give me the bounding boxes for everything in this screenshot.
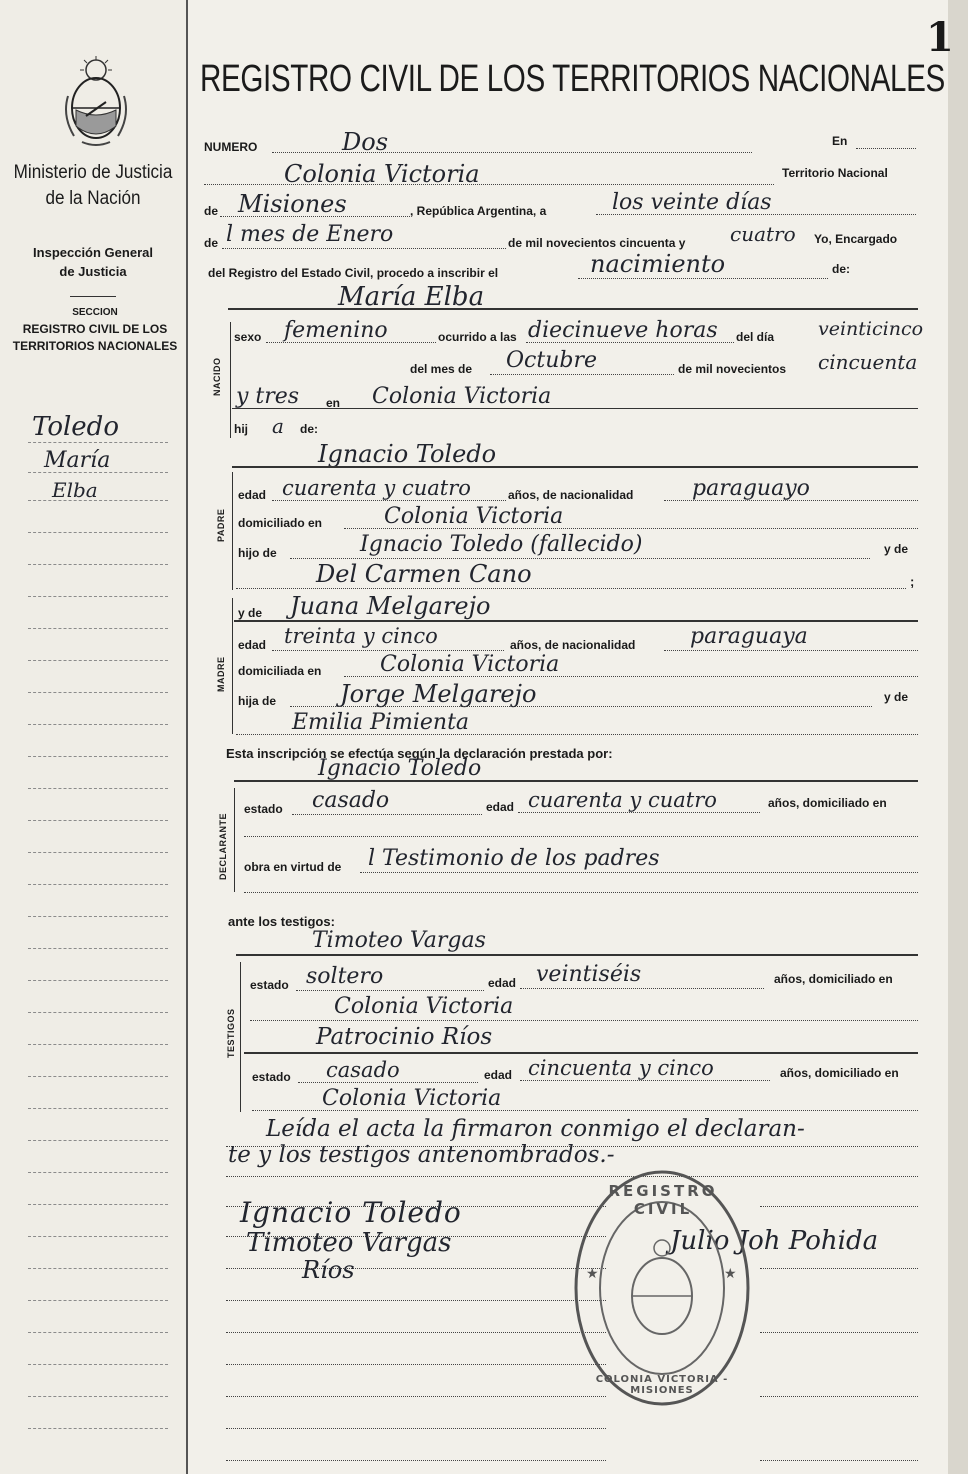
testigo-2-edad-label: edad xyxy=(484,1068,513,1082)
inspection-line-1: Inspección General xyxy=(33,245,153,260)
declarante-estado-label: estado xyxy=(244,802,283,816)
declarante-intro: Esta inscripción se efectúa según la declaración prestada por: xyxy=(226,746,613,761)
en-label: En xyxy=(832,134,848,148)
nacido-side-label: NACIDO xyxy=(212,357,222,396)
territorio-label: Territorio Nacional xyxy=(782,166,888,180)
declarante-name: Ignacio Toledo xyxy=(318,756,482,781)
madre-edad-label: edad xyxy=(238,638,267,652)
hora-value: diecinueve horas xyxy=(528,318,718,343)
testigos-bracket xyxy=(240,962,241,1112)
madre-yde-label: y de xyxy=(238,606,263,620)
encargado-label: Yo, Encargado xyxy=(814,232,898,246)
nacido-en-label: en xyxy=(326,396,341,410)
madre-name: Juana Melgarejo xyxy=(290,592,491,620)
padre-nacionalidad-value: paraguayo xyxy=(692,476,810,501)
nacido-name: María Elba xyxy=(338,282,485,312)
hij-de-label: de: xyxy=(300,422,318,436)
madre-yde2-label: y de xyxy=(884,690,909,704)
inspection-heading xyxy=(0,243,186,281)
year-label: de mil novecientos cincuenta y xyxy=(508,236,686,250)
testigos-intro: ante los testigos: xyxy=(228,914,335,929)
svg-text:★: ★ xyxy=(724,1266,737,1282)
padre-side-label: PADRE xyxy=(216,508,226,542)
hij-label: hij xyxy=(234,422,248,436)
madre-bracket xyxy=(232,598,233,734)
margin-name-3: Elba xyxy=(52,478,98,502)
signature-ignacio-toledo: Ignacio Toledo xyxy=(240,1196,462,1229)
sexo-label: sexo xyxy=(234,330,262,344)
coat-of-arms-icon xyxy=(62,56,130,148)
declarante-bracket xyxy=(234,788,235,892)
testigo-1-edad-value: veintiséis xyxy=(536,962,642,987)
mes-label: del mes de xyxy=(410,362,473,376)
madre-domicilio-label: domiciliada en xyxy=(238,664,322,678)
act-value: nacimiento xyxy=(590,250,726,278)
republica-label: , República Argentina, a xyxy=(410,204,547,218)
de3-label: de: xyxy=(832,262,850,276)
stamp-bottom-text: COLONIA VICTORIA - MISIONES xyxy=(595,1374,729,1396)
closing-line-2: te y los testigos antenombrados.- xyxy=(228,1142,615,1168)
margin-name-2: María xyxy=(44,448,111,473)
anio-value-2: y tres xyxy=(236,384,300,409)
mes-value: Octubre xyxy=(506,348,597,373)
day-value: los veinte días xyxy=(612,190,772,215)
section-line-1: SECCION xyxy=(72,307,118,318)
padre-yde-label: y de xyxy=(884,542,909,556)
testigo-2-edad-value: cincuenta y cinco xyxy=(528,1056,714,1080)
padre-bracket xyxy=(232,472,233,590)
testigo-1-domicilio-label: años, domiciliado en xyxy=(774,972,893,986)
signature-officer: Julio Joh Pohida xyxy=(670,1226,879,1256)
right-edge xyxy=(948,0,968,1474)
madre-madre-value: Emilia Pimienta xyxy=(292,710,470,735)
testigo-2-domicilio-value: Colonia Victoria xyxy=(322,1086,502,1111)
declarante-estado-value: casado xyxy=(312,788,390,813)
testigo-2-estado-value: casado xyxy=(326,1058,400,1082)
province-value: Misiones xyxy=(238,190,347,218)
declarante-edad-value: cuarenta y cuatro xyxy=(528,788,717,812)
declarante-obra-value: l Testimonio de los padres xyxy=(368,846,660,871)
ministry-line-1: Ministerio de Justicia xyxy=(13,162,173,183)
madre-edad-value: treinta y cinco xyxy=(284,624,438,648)
panel-divider xyxy=(186,0,188,1474)
place-value: Colonia Victoria xyxy=(284,160,480,188)
section-divider xyxy=(70,296,116,297)
madre-nacionalidad-label: años, de nacionalidad xyxy=(510,638,636,652)
signature-timoteo-vargas: Timoteo Vargas xyxy=(246,1228,452,1258)
testigo-1-edad-label: edad xyxy=(488,976,517,990)
svg-text:★: ★ xyxy=(586,1266,599,1282)
declarante-edad-label: edad xyxy=(486,800,515,814)
testigo-2-estado-label: estado xyxy=(252,1070,291,1084)
de-label: de xyxy=(204,204,219,218)
closing-line-1: Leída el acta la firmaron conmigo el declaran- xyxy=(266,1116,805,1142)
testigo-2-name: Patrocinio Ríos xyxy=(316,1024,493,1050)
padre-nacionalidad-label: años, de nacionalidad xyxy=(508,488,634,502)
madre-side-label: MADRE xyxy=(216,656,226,692)
inspection-line-2: de Justicia xyxy=(59,264,127,279)
madre-nacionalidad-value: paraguaya xyxy=(690,624,808,649)
padre-edad-value: cuarenta y cuatro xyxy=(282,476,471,500)
left-margin-panel xyxy=(0,0,188,1474)
lugar-value: Colonia Victoria xyxy=(372,384,552,409)
year-value: cuatro xyxy=(730,222,796,246)
testigo-2-domicilio-label: años, domiciliado en xyxy=(780,1066,899,1080)
padre-semicolon: ; xyxy=(910,574,915,589)
anio-label: de mil novecientos xyxy=(678,362,787,376)
testigos-side-label: TESTIGOS xyxy=(226,1008,236,1058)
registro-label: del Registro del Estado Civil, procedo a inscribir el xyxy=(208,266,499,280)
padre-domicilio-label: domiciliado en xyxy=(238,516,323,530)
ocurrido-label: ocurrido a las xyxy=(438,330,517,344)
madre-domicilio-value: Colonia Victoria xyxy=(380,652,560,677)
padre-name: Ignacio Toledo xyxy=(318,440,497,468)
declarante-side-label: DECLARANTE xyxy=(218,813,228,880)
page-title: REGISTRO CIVIL DE LOS TERRITORIOS NACIONALES xyxy=(200,58,945,100)
dia-label: del día xyxy=(736,330,775,344)
ministry-heading xyxy=(9,160,176,212)
ministry-line-2: de la Nación xyxy=(45,188,141,209)
hij-value: a xyxy=(272,414,284,438)
madre-hija-label: hija de xyxy=(238,694,277,708)
de2-label: de xyxy=(204,236,219,250)
page-number: 1 xyxy=(926,14,954,61)
testigo-1-estado-value: soltero xyxy=(306,964,384,989)
testigo-1-name: Timoteo Vargas xyxy=(312,928,486,953)
anio-value: cincuenta xyxy=(818,350,918,374)
padre-hijo-value: Ignacio Toledo (fallecido) xyxy=(360,532,643,557)
testigo-1-domicilio-value: Colonia Victoria xyxy=(334,994,514,1019)
section-line-2: REGISTRO CIVIL DE LOS xyxy=(22,322,168,336)
madre-hija-value: Jorge Melgarejo xyxy=(340,680,537,708)
signature-rios: Ríos xyxy=(302,1256,355,1284)
official-stamp xyxy=(572,1168,752,1408)
padre-madre-value: Del Carmen Cano xyxy=(316,560,532,588)
month-value: l mes de Enero xyxy=(226,222,394,247)
padre-domicilio-value: Colonia Victoria xyxy=(384,504,564,529)
numero-value: Dos xyxy=(342,128,389,156)
declarante-domicilio-label: años, domiciliado en xyxy=(768,796,887,810)
stamp-top-text: REGISTRO CIVIL xyxy=(608,1182,718,1218)
section-line-3: TERRITORIOS NACIONALES xyxy=(12,339,178,353)
padre-edad-label: edad xyxy=(238,488,267,502)
section-heading xyxy=(0,304,190,355)
sexo-value: femenino xyxy=(284,318,388,343)
nacido-bracket xyxy=(230,322,231,438)
margin-name-1: Toledo xyxy=(32,412,119,442)
declarante-obra-label: obra en virtud de xyxy=(244,860,342,874)
testigo-1-estado-label: estado xyxy=(250,978,289,992)
padre-hijo-label: hijo de xyxy=(238,546,277,560)
numero-label: NUMERO xyxy=(204,140,258,154)
dia-value: veinticinco xyxy=(818,318,924,340)
